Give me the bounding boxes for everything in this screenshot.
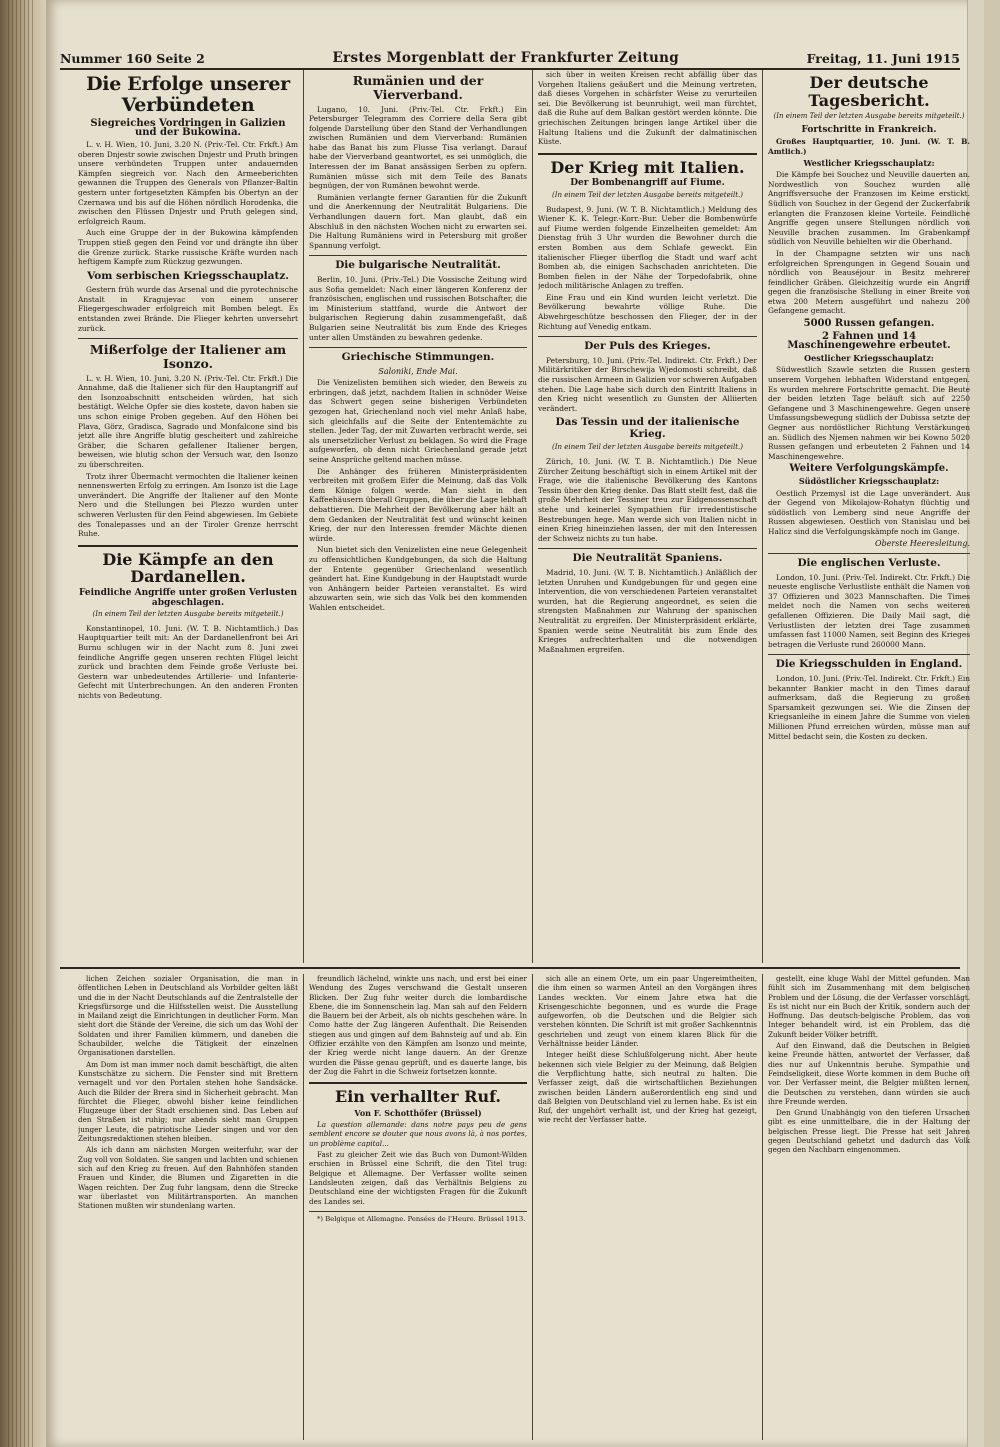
headline-dardanellen: Die Kämpfe an den Dardanellen.: [102, 549, 274, 587]
column-rule: [532, 70, 533, 963]
subhead-galizien: Siegreiches Vordringen in Galizien und der Bukowina.: [90, 117, 286, 139]
headline-puls: Der Puls des Krieges.: [584, 340, 711, 353]
headline-allies: Die Erfolge unserer Verbündeten: [86, 73, 290, 116]
headline-tessin: Das Tessin und der italienische Krieg.: [555, 416, 740, 440]
divider: [309, 347, 527, 348]
divider: [768, 553, 970, 554]
divider: [78, 545, 298, 547]
issue-number: Nummer 160 Seite 2: [60, 51, 205, 66]
article-text: Zürich, 10. Juni. (W. T. B. Nichtamtlich.) Die Neue Zürcher Zeitung beschäftigt sich in einem Artikel mit der Frage, wie die italienische Bevölkerung des Kantons Tessin über den Krieg denke. Das Blatt stellt fest, daß die große Mehrheit der Tessiner treu zur Eidgenossenschaft stehe und keinerlei Sympathien für irredentistische Bestrebungen hege. Man werde sich von Italien nicht in einen Krieg hineinziehen lassen, der mit den Interessen der Schweiz nichts zu tun habe.: [538, 457, 757, 543]
divider: [78, 338, 298, 339]
article-text: Die Kämpfe bei Souchez und Neuville dauerten an. Nordwestlich von Souchez wurden alle Angriffsversuche der Franzosen im Keime erstickt. Südlich von Souchez in der Gegend der Zuckerfabrik erlangten die Franzosen kleine Vorteile. Feindliche Angriffe gegen unsere Stellungen nördlich von Neuville brachen zusammen. Im Grabenkampf südlich von Neuville behielten wir die Oberhand.: [768, 170, 970, 247]
column-1: [78, 70, 298, 963]
article-text: Madrid, 10. Juni. (W. T. B. Nichtamtlich.) Anläßlich der letzten Unruhen und Kundgebungen für und gegen eine Intervention, die von verschiedenen Parteien veranstaltet wurden, hat die Regierung angeordnet, es seien die strengsten Maßnahmen zur Wahrung der spanischen Neutralität zu ergreifen. Der Ministerpräsident erklärte, Spanien werde seine Neutralität bis zum Ende des Krieges aufrechterhalten und die notwendigen Maßnahmen ergreifen.: [538, 567, 757, 654]
article-text: L. v. H. Wien, 10. Juni, 3.20 N. (Priv.-Tel. Ctr. Frkft.) Am oberen Dnjestr sowie zwischen Dnjestr und Pruth bringen unsere verbündeten Truppen unter andauernden Kämpfen siegreich vor. Nach den Armeeberichten gewannen die Truppen des Generals von Pflanzer-Baltin gestern unter fortgesetzten Kämpfen bis Obertyn an der Czernawa und bis auf die Höhen nördlich Horodenka, die zwischen den Flüssen Dnjestr und Pruth gelegen sind, erfolgreich Raum.: [78, 139, 298, 226]
issue-date: Freitag, 11. Juni 1915: [806, 51, 960, 66]
column-4: [768, 70, 970, 963]
article-text: Südwestlich Szawle setzten die Russen gestern unserem Vorgehen lebhaften Widerstand entgegen. Es wurden mehrere Fortschritte gemacht. Die Beute der beiden letzten Tage beläuft sich auf 2250 Gefangene und 3 Maschinengewehre. Gegen unsere Umfassungsbewegung südlich der Dubissa setzte der Gegner aus nordöstlicher Richtung Verstärkungen an. Südlich des Njemen nahmen wir bei Kowno 5020 Russen gefangen und erbeuteten 2 Fahnen und 14 Maschinengewehre.: [768, 365, 970, 461]
divider: [309, 1082, 527, 1084]
article-text: Rumänien verlangte ferner Garantien für die Zukunft und die Anerkennung der Neutralität Bulgariens. Die Verhandlungen dauern fort. Man glaubt, daß ein Abschluß in den nächsten Wochen nicht zu erwarten sei. Die Haltung Rumäniens wird in Petersburg mit großer Spannung verfolgt.: [309, 192, 527, 250]
feuilleton-column-1: [78, 974, 298, 1440]
article-text: London, 10. Juni. (Priv.-Tel. Indirekt. Ctr. Frkft.) Die neueste englische Verlustliste enthält die Namen von 37 Offizieren und 3023 Mannschaften. Die Times meldet noch die Namen von sechs weiteren gefallenen Offizieren. Die Daily Mail sagt, die Verlustlisten der letzten drei Tage zusammen umfassen fast 11000 Namen, seit Beginn des Krieges betragen die Verluste rund 260000 Mann.: [768, 572, 970, 649]
article-text: In der Champagne setzten wir uns nach erfolgreichen Sprengungen in Gegend Souain und nördlich von Beauséjour in Besitz mehrerer feindlicher Gräben. Gleichzeitig wurde ein Angriff gegen die französische Stellung in einer Breite von etwa 200 Metern ausgeführt und nahezu 200 Gefangene gemacht.: [768, 248, 970, 316]
feuilleton-text: Als ich dann am nächsten Morgen weiterfuhr, war der Zug voll von Soldaten. Sie sangen und lachten und schienen sich auf den Krieg zu freuen. Auf den Bahnhöfen standen Frauen und Kinder, die Blumen und Zigaretten in die Wagen reichten. Der Zug fuhr langsam, denn die Strecke war überlastet von Militärtransporten. An manchen Stationen mußten wir stundenlang warten.: [78, 1145, 298, 1211]
divider: [309, 1211, 527, 1212]
article-text: Berlin, 10. Juni. (Priv.-Tel.) Die Vossische Zeitung wird aus Sofia gemeldet: Nach einer längeren Konferenz der französischen, englischen und russischen Botschafter, die im Ministerium stattfand, wurde die Antwort der bulgarischen Regierung dahin zusammengefaßt, daß Bulgarien seine Neutralität bis zum Ende des Krieges unter allen Umständen zu bewahren gedenke.: [309, 274, 527, 342]
feuilleton-text: Fast zu gleicher Zeit wie das Buch von Dumont-Wilden erschien in Brüssel eine Schrift, die den Titel trug: Belgique et Allemagne. Der Verfasser wollte seinen Landsleuten zeigen, daß das Verhältnis Belgiens zu Deutschland eine der wichtigsten Fragen für die Zukunft des Landes sei.: [309, 1150, 527, 1206]
divider: [538, 153, 757, 155]
column-rule: [762, 974, 763, 1440]
feuilleton-quote: La question allemande: dans notre pays peu de gens semblent encore se douter que nous avons là, à nos portes, un problème capital...: [309, 1120, 527, 1148]
subhead-fiume: Der Bombenangriff auf Fiume.: [570, 178, 725, 189]
headline-isonzo: Mißerfolge der Italiener am Isonzo.: [89, 342, 287, 371]
article-text: Gestern früh wurde das Arsenal und die pyrotechnische Anstalt in Kragujevac von einem unserer Fliegergeschwader erfolgreich mit Bomben belegt. Es entstanden zwei Brände. Die Flieger kehrten unversehrt zurück.: [78, 285, 298, 333]
dateline: Saloniki, Ende Mai.: [378, 366, 458, 376]
section-suedost: Südöstlicher Kriegsschauplatz:: [798, 475, 940, 486]
feuilleton-text: gestellt, eine kluge Wahl der Mittel gefunden. Man fühlt sich im Zusammenhang mit dem belgischen Problem und der Lösung, die der Verfasser vorschlägt. Es ist nicht nur ein Buch der Kritik, sondern auch der Hoffnung. Das deutsch-belgische Problem, das von Integer behandelt wird, ist ein Problem, das die Zukunft beider Völker betrifft.: [768, 974, 970, 1039]
headline-italien: Der Krieg mit Italien.: [550, 157, 745, 177]
column-3: [538, 70, 757, 963]
feuilleton-text: Am Dom ist man immer noch damit beschäftigt, die alten Kunstschätze zu sichern. Die Fenster sind mit Brettern vernagelt und vor den Portalen stehen hohe Sandsäcke. Auch die Bilder der Brera sind in Sicherheit gebracht. Man fürchtet die Flieger, obwohl bisher keine feindlichen Flugzeuge über der Stadt erschienen sind. Das Leben auf den Straßen ist ruhig; nur abends sieht man Gruppen junger Leute, die patriotische Lieder singen und vor den Zeitungsredaktionen stehen bleiben.: [78, 1059, 298, 1144]
headline-kriegsschulden: Die Kriegsschulden in England.: [775, 658, 963, 671]
article-text: Die Anhänger des früheren Ministerpräsidenten verbreiten mit großem Eifer die Meinung, daß das Volk dem Könige folgen werde. Man sieht in den Kaffeehäusern überall Gruppen, die über die Lage lebhaft debattieren. Die Mehrheit der Bevölkerung aber hält an dem Gedanken der Neutralität fest und wünscht keinen Krieg, der nur den Interessen fremder Mächte dienen würde.: [309, 466, 527, 543]
feuilleton-column-2: [309, 974, 527, 1440]
headline-russen-gefangen: 5000 Russen gefangen.: [803, 318, 935, 330]
subhead-dardanellen: Feindliche Angriffe unter großen Verlusten abgeschlagen.: [78, 587, 298, 608]
note: (In einem Teil der letzten Ausgabe bereits mitgeteilt.): [92, 610, 284, 619]
article-text: Trotz ihrer Übermacht vermochten die Italiener keinen nennenswerten Erfolg zu erringen. Am Isonzo ist die Lage unverändert. Die Angriffe der Italiener auf den Monte Nero und die Stellungen bei Plezzo wurden unter schweren Verlusten für den Feind abgewiesen. Im Gebiete des Tonalepasses und an der Tiroler Grenze herrscht Ruhe.: [78, 471, 298, 539]
divider: [768, 654, 970, 655]
headline-englische-verluste: Die englischen Verluste.: [797, 557, 941, 570]
newspaper-title: Erstes Morgenblatt der Frankfurter Zeitung: [332, 50, 680, 66]
feuilleton-text: Auf den Einwand, daß die Deutschen in Belgien keine Freunde hätten, antwortet der Verfasser, daß dies nur auf Unkenntnis beruhe. Sympathie und Feindseligkeit, diese Worte kommen in dem Buche oft vor. Der Verfasser meint, die Belgier müßten lernen, die Deutschen zu verstehen, dann würden sie auch ihre Freunde werden.: [768, 1041, 970, 1106]
feuilleton-column-4: [768, 974, 970, 1440]
column-rule: [303, 974, 304, 1440]
divider: [309, 255, 527, 256]
article-text: Budapest, 9. Juni. (W. T. B. Nichtamtlich.) Meldung des Wiener K. K. Telegr.-Korr.-Bur. Ueber die Bombenwürfe auf Fiume werden folgende Einzelheiten gemeldet: Am Dienstag früh 3 Uhr wurden die Bewohner durch die ersten Bomben aus dem Schlafe geweckt. Ein italienischer Flieger überflog die Stadt und warf acht Bomben ab, die einigen Sachschaden anrichteten. Die Bomben fielen in der Nähe der Torpedofabrik, ohne jedoch militärische Anlagen zu treffen.: [538, 204, 757, 291]
masthead: [60, 44, 960, 70]
section-ost: Oestlicher Kriegsschauplatz:: [804, 352, 934, 363]
note: (In einem Teil der letzten Ausgabe bereits mitgeteilt.): [773, 112, 965, 121]
article-text: Lugano, 10. Juni. (Priv.-Tel. Ctr. Frkft.) Ein Petersburger Telegramm des Corriere della Sera gibt folgende Darstellung über den Stand der Verhandlungen zwischen Rumänien und dem Vierverband: Rumänien habe das Banat bis zum Flusse Tisa verlangt. Darauf habe der Vierverband geantwortet, es sei unmöglich, die Interessen der im Banat ansässigen Serben zu opfern. Rumänien müsse sich mit dem Teile des Banats begnügen, der von Rumänen bewohnt werde.: [309, 104, 527, 191]
article-text: Auch eine Gruppe der in der Bukowina kämpfenden Truppen stieß gegen den Feind vor und drängte ihn über die Grenze zurück. Starke russische Kräfte wurden nach heftigem Kampfe zum Rückzug gezwungen.: [78, 228, 298, 267]
book-spine: [0, 0, 46, 1447]
feuilleton-text: Den Grund Unabhängig von den tieferen Ursachen gibt es eine unmittelbare, die in der Haltung der belgischen Presse liegt. Die Presse hat seit Jahren gegen Deutschland gehetzt und dadurch das Volk gegen den Nachbarn eingenommen.: [768, 1108, 970, 1155]
feuilleton-text: lichen Zeichen sozialer Organisation, die man in öffentlichen Leben in Deutschland als Vorbilder gelten läßt und die in der Nacht Deutschlands auf die Zentralstelle der Kriegsfürsorge und die Hilfsstellen weist. Die Ausstellung in Mailand zeigt die Einrichtungen in deutlicher Form. Man sieht dort die Stände der Vereine, die sich um das Wohl der Soldaten und ihrer Familien kümmern, und daneben die Schaubilder, welche die Tätigkeit der einzelnen Organisationen darstellen.: [78, 974, 298, 1058]
article-text: Oestlich Przemysl ist die Lage unverändert. Aus der Gegend von Mikolajow-Rohatyn flüchtig und südöstlich von Lemberg sind neue Angriffe der Russen abgewiesen. Oestlich von Stanislau und bei Halicz sind die Verfolgungskämpfe noch im Gange.: [768, 488, 970, 536]
feuilleton-column-3: [538, 974, 757, 1440]
subhead-frankreich: Fortschritte in Frankreich.: [801, 124, 937, 135]
feuilleton-text: freundlich lächelnd, winkte uns nach, und erst bei einer Wendung des Zuges verschwand die Gestalt unseren Blicken. Der Zug fuhr weiter durch die lombardische Ebene, die im Sonnenschein lag. Man sah auf den Feldern die Bauern bei der Arbeit, als ob nichts geschehen wäre. In Como hatte der Zug längeren Aufenthalt. Die Reisenden stiegen aus und gingen auf dem Bahnsteig auf und ab. Ein Offizier erzählte von den Kämpfen am Isonzo und meinte, der Krieg werde nicht lange dauern. An der Grenze wurden die Pässe genau geprüft, und es dauerte lange, bis der Zug die Fahrt in die Schweiz fortsetzen konnte.: [309, 974, 527, 1076]
note: (In einem Teil der letzten Ausgabe bereits mitgeteilt.): [551, 190, 744, 199]
footnote: *) Belgique et Allemagne. Pensées de l'Heure. Brüssel 1913.: [317, 1214, 526, 1223]
headline-rumaenien: Rumänien und der Vierverband.: [352, 73, 484, 102]
feuilleton-text: Integer heißt diese Schlußfolgerung nicht. Aber heute bekennen sich viele Belgier zu der Meinung, daß Belgien die Verpflichtung hatte, sich neutral zu halten. Die Verfasser zeigt, daß die wirtschaftlichen Beziehungen zwischen beiden Ländern außerordentlich eng sind und daß Belgien von Deutschland viel zu lernen habe. Es ist ein Ruf, der ungehört verhallt ist, und der Krieg hat gezeigt, wie recht der Verfasser hatte.: [538, 1050, 757, 1125]
headline-fahnen: 2 Fahnen und 14 Maschinengewehre erbeutet.: [787, 330, 951, 352]
spine-texture: [8, 0, 36, 1447]
article-text: L. v. H. Wien, 10. Juni, 3.20 N. (Priv.-Tel. Ctr. Frkft.) Die Annahme, daß die Italiener sich für den Hauptangriff auf den Isonzoabschnitt entscheiden würden, hat sich bestätigt. Welche Opfer sie dies kostete, davon haben sie uns schon einige Proben gegeben. Auf den Höhen bei Plava, Görz, Gradisca, Sagrado und Monfalcone sind bis jetzt alle ihre Angriffe blutig gescheitert und zahlreiche Gräber, die Scharen gefallener Italiener bergen, beweisen, wie blutig schon der Versuch war, den Isonzo zu überschreiten.: [78, 373, 298, 470]
headline-verfolgung: Weitere Verfolgungskämpfe.: [789, 463, 949, 475]
dateline: Großes Hauptquartier, 10. Juni. (W. T. B. Amtlich.): [768, 137, 970, 156]
article-text: Eine Frau und ein Kind wurden leicht verletzt. Die Bevölkerung bewahrte völlige Ruhe. Die Abwehrgeschütze beschossen den Flieger, der in der Richtung auf Venedig entkam.: [538, 292, 757, 331]
headline-spanien: Die Neutralität Spaniens.: [572, 552, 723, 565]
note: (In einem Teil der letzten Ausgabe bereits mitgeteilt.): [551, 443, 744, 452]
divider: [538, 548, 757, 549]
headline-serbien: Vom serbischen Kriegsschauplatz.: [87, 269, 289, 282]
feuilleton-separator: [60, 967, 960, 969]
headline-verhallter-ruf: Ein verhallter Ruf.: [335, 1087, 501, 1107]
column-rule: [303, 70, 304, 963]
article-text: Petersburg, 10. Juni. (Priv.-Tel. Indirekt. Ctr. Frkft.) Der Militärkritiker der Birschewija Wjedomosti schreibt, daß die russischen Armeen in Galizien vor schweren Aufgaben stehen. Die Lage habe sich durch den Eintritt Italiens in den Krieg nicht wesentlich zu Gunsten der Alliierten verändert.: [538, 355, 757, 413]
column-rule: [762, 70, 763, 963]
headline-tagesbericht: Der deutsche Tagesbericht.: [808, 73, 930, 110]
article-text: Nun bietet sich den Venizelisten eine neue Gelegenheit zu offensichtlichen Kundgebungen, da sich die Haltung der Entente gegenüber Griechenland wesentlich geändert hat. Eine Kundgebung in der Hauptstadt wurde von Anhängern beider Parteien veranstaltet. Es wird abzuwarten sein, wie sich das Volk bei den kommenden Wahlen entscheidet.: [309, 545, 527, 612]
headline-griechenland: Griechische Stimmungen.: [341, 351, 495, 364]
headline-bulgarien: Die bulgarische Neutralität.: [335, 259, 501, 272]
column-2: [309, 70, 527, 963]
author-line: Von F. Schotthöfer (Brüssel): [354, 1107, 482, 1118]
divider: [538, 336, 757, 337]
section-west: Westlicher Kriegsschauplatz:: [803, 157, 935, 168]
article-text: Die Venizelisten bemühen sich wieder, den Beweis zu erbringen, daß jetzt, nachdem Italien in schnöder Weise das Schwert gegen seine bisherigen Verbündeten gezogen hat, Griechenland noch viel mehr Anlaß habe, sich gleichfalls auf die Seite der Ententemächte zu stellen. Jeder Tag, der mit Zuwarten verbracht werde, sei als unersetzlicher Verlust zu beklagen. So wird die Frage aufgeworfen, ob denn nicht Griechenland gerade jetzt seine Ansprüche geltend machen müsse.: [309, 378, 527, 464]
article-text: London, 10. Juni. (Priv.-Tel. Indirekt. Ctr. Frkft.) Ein bekannter Bankier macht in den Times darauf aufmerksam, daß die Regierung zu großen Sparsamkeit gezwungen sei. Wie die Zinsen der Kriegsanleihe in einem Jahre die Summe von vielen Millionen Pfund erreichen würden, müsse man auf Mittel bedacht sein, die Kosten zu decken.: [768, 673, 970, 741]
article-text: sich über in weiten Kreisen recht abfällig über das Vorgehen Italiens geäußert und die Meinung vertreten, daß dieses Vorgehen in schärfster Weise zu verurteilen sei. Die Bevölkerung ist beunruhigt, weil man fürchtet, daß die Ruhe auf dem Balkan gestört werden könnte. Die griechischen Zeitungen bringen lange Artikel über die Haltung Italiens und die Zukunft der dalmatinischen Küste.: [538, 70, 757, 147]
article-text: Konstantinopel, 10. Juni. (W. T. B. Nichtamtlich.) Das Hauptquartier teilt mit: An der Dardanellenfront bei Ari Burnu schlugen wir in der Nacht zum 8. Juni zwei feindliche Angriffe gegen unseren rechten Flügel leicht zurück und brachten dem Feinde große Verluste bei. Gestern war unbedeutendes Artillerie- und Infanterie-Gefecht mit Unterbrechungen. An den anderen Fronten nichts von Bedeutung.: [78, 623, 298, 700]
signature: Oberste Heeresleitung.: [875, 538, 970, 548]
column-rule: [532, 974, 533, 1440]
feuilleton-text: sich alle an einem Orte, um ein paar Ungereimtheiten, die ihm einen so warmen Anteil an den Vorgängen ihres Landes weckten. Vor einem Jahre etwa hat die Krisengeschichte begonnen, und es wurde die Frage aufgeworfen, ob die Deutschen und die Belgier sich verstehen könnten. Die Schrift ist mit großer Sachkenntnis geschrieben und zeugt von einem klaren Blick für die Verhältnisse beider Länder.: [538, 974, 757, 1049]
